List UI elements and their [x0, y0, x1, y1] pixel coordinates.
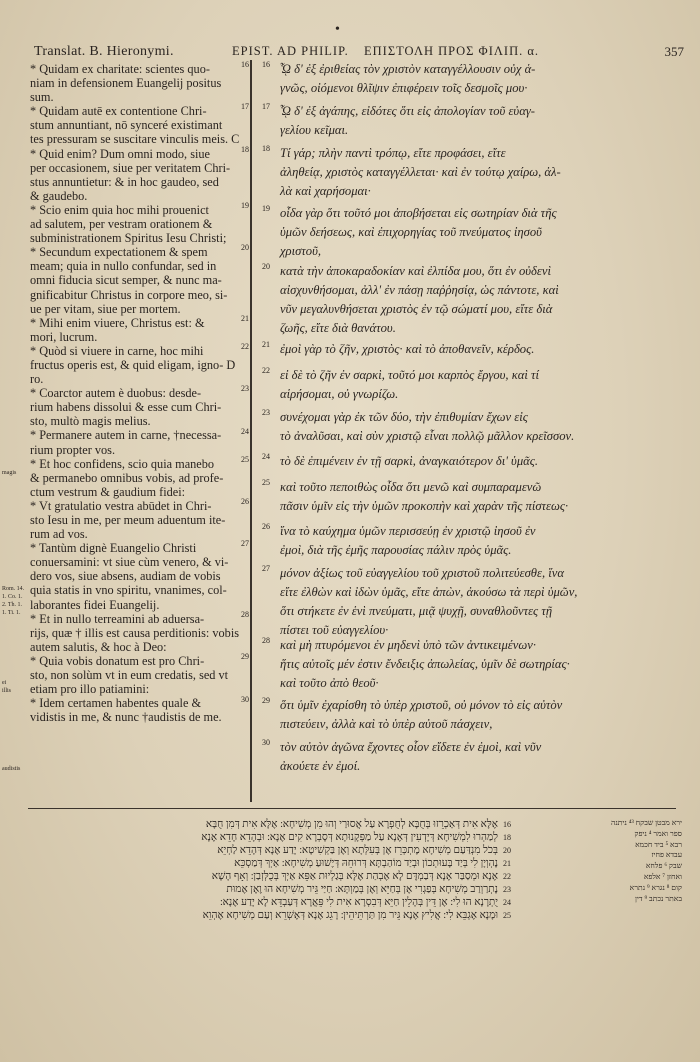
greek-line: συνέχομαι γὰρ ἐκ τῶν δύο, τὴν ἐπιθυμίαν ἔχων εἰς	[280, 410, 528, 424]
hebrew-verse-number: 16	[503, 820, 511, 829]
latin-line: sto Iesu in me, per meum aduentum ite-	[30, 513, 226, 527]
greek-line: ἥτις αὐτοῖς μέν ἐστιν ἔνδειξις ἀπωλείας, ὑμῖν δὲ σωτηρίας·	[280, 657, 570, 671]
greek-line: ἐμοὶ, διὰ τῆς ἐμῆς παρουσίας πάλιν πρὸς ὑμᾶς.	[280, 543, 512, 557]
greek-line: ὅτι στήκετε ἐν ἑνὶ πνεύματι, μιᾷ ψυχῇ, συναθλοῦντες τῇ	[280, 604, 553, 618]
hebrew-note: עבדא פחיז	[651, 850, 682, 860]
latin-line: * Vt gratulatio vestra abūdet in Chri-	[30, 498, 212, 513]
hebrew-note: רבא ⁵ ביד חכמא	[635, 839, 682, 849]
latin-line: * Quia vobis donatum est pro Chri-	[30, 653, 205, 668]
latin-line: * Quidam autē ex contentione Chri-	[30, 104, 207, 119]
greek-verse-number: 26	[262, 522, 270, 531]
greek-line: ὑμῶν δεήσεως, καὶ ἐπιχορηγίας τοῦ πνεύματος ἰησοῦ	[280, 225, 542, 239]
latin-line: omni fiducia sicut semper, & nunc ma-	[30, 273, 222, 288]
greek-line: πᾶσιν ὑμῖν εἰς τὴν ὑμῶν προκοπὴν καὶ χαρὰν τῆς πίστεως·	[280, 499, 569, 513]
latin-line: stus annuntietur: & in hoc gaudeo, sed	[30, 174, 219, 189]
latin-line: ue per vitam, siue per mortem.	[30, 301, 181, 316]
hebrew-line: יֻתְרָנָא הוּ לִי ׃ אֶן דֵּין בְּהָלֵין חַיֵּא דְּבִסְרָא אִית לִי פֵּאֲרָא דְּעַבְדֵּא לָא יָדַע אֶנָא ׃	[220, 897, 498, 908]
greek-line: αἱρήσομαι, οὐ γνωρίζω.	[280, 387, 399, 401]
hebrew-note: קום ⁸ נגרא ⁹ נתרא	[629, 882, 682, 892]
header-middle-title: EPIST. AD PHILIP.	[232, 44, 349, 58]
greek-line: τὸν αὐτὸν ἀγῶνα ἔχοντες οἷον εἴδετε ἐν ἐμοὶ, καὶ νῦν	[280, 740, 542, 754]
latin-line: sum.	[30, 90, 54, 105]
latin-verse-number: 16	[241, 60, 249, 69]
latin-verse-number: 19	[241, 201, 249, 210]
greek-verse	[262, 478, 682, 516]
hebrew-verse-number: 22	[503, 872, 511, 881]
hebrew-note: באתר נכתב ⁹ דין	[635, 893, 682, 903]
greek-line: ζωῆς, εἴτε διὰ θανάτου.	[280, 321, 396, 335]
latin-line: stum annuntiant, nō synceré existimant	[30, 118, 223, 133]
hebrew-verse-number: 18	[503, 833, 511, 842]
greek-line: γνῶς, οἰόμενοι θλῖψιν ἐπιφέρειν τοῖς δεσμοῖς μου·	[280, 81, 528, 95]
latin-line: fructus operis est, & quid eligam, igno- D	[30, 357, 236, 372]
margin-note: 1. Ti. 1.	[2, 610, 21, 616]
greek-verse	[262, 102, 682, 140]
latin-line: * Quid enim? Dum omni modo, siue	[30, 146, 210, 161]
greek-line: αἰσχυνθήσομαι, ἀλλ' ἐν πάσῃ παῤῥησίᾳ, ὡς πάντοτε, καὶ	[280, 283, 559, 297]
greek-verse-number: 20	[262, 262, 270, 271]
hebrew-note: שבק ⁶ פלחא	[645, 861, 682, 871]
greek-verse-number: 22	[262, 366, 270, 375]
column-divider	[250, 60, 252, 802]
greek-line: οἶδα γὰρ ὅτι τοῦτό μοι ἀποβήσεται εἰς σωτηρίαν διὰ τῆς	[280, 206, 557, 220]
greek-verse	[262, 60, 682, 98]
latin-verse-number: 22	[241, 342, 249, 351]
margin-note: 1. Co. 1.	[2, 594, 23, 600]
hebrew-aramaic-text	[28, 818, 498, 922]
greek-verse	[262, 636, 682, 693]
greek-verse-number: 24	[262, 452, 270, 461]
latin-line: tes pressuram se suscitare vinculis meis. C	[30, 132, 240, 147]
greek-line: ἀκούετε ἐν ἐμοί.	[280, 759, 361, 773]
hebrew-line: אֶלָּא אִית דְּאַכְרֵזוּ בְּחֻבָּא לְחֻפְרָא עַל אֲסוּרַי וְהוּ מִן מְשִׁיחָא ׃ אֶלָּא אִית דְּמִן חֻבָּא	[205, 819, 498, 830]
greek-verse-number: 28	[262, 636, 270, 645]
latin-line: subministrationem Spiritus Iesu Christi;	[30, 231, 227, 246]
latin-column	[30, 62, 255, 724]
top-ornament-dot: •	[335, 22, 340, 37]
latin-line: * Et hoc confidens, scio quia manebo	[30, 456, 215, 471]
hebrew-note: ירא מבטן שבקח ⁴³ ניתנה	[610, 818, 682, 827]
greek-line: κατὰ τὴν ἀποκαραδοκίαν καὶ ἐλπίδα μου, ὅτι ἐν οὐδενὶ	[280, 264, 551, 278]
hebrew-verse-number: 25	[503, 911, 511, 920]
latin-line: rium propter vos.	[30, 442, 116, 457]
greek-line: εἴτε ἐλθὼν καὶ ἰδὼν ὑμᾶς, εἴτε ἀπὼν, ἀκούσω τὰ περὶ ὑμῶν,	[280, 585, 578, 599]
latin-line: * Idem certamen habentes quale &	[30, 696, 202, 711]
greek-line: πίστει τοῦ εὐαγγελίου·	[280, 623, 389, 637]
greek-verse	[262, 522, 682, 560]
greek-line: νῦν μεγαλυνθήσεται χριστὸς ἐν τῷ σώματί μου, εἴτε διὰ	[280, 302, 553, 316]
greek-line: ὅτι ὑμῖν ἐχαρίσθη τὸ ὑπὲρ χριστοῦ, οὐ μόνον τὸ εἰς αὐτὸν	[280, 698, 563, 712]
greek-verse	[262, 366, 682, 404]
footnote-rule	[28, 808, 676, 809]
margin-note: 2. Th. 1.	[2, 602, 23, 608]
greek-verse	[262, 696, 682, 734]
latin-line: ctum vestrum & gaudium fidei:	[30, 484, 186, 499]
latin-verse-number: 18	[241, 144, 249, 154]
page-number: 357	[664, 44, 684, 59]
greek-verse-number: 30	[262, 738, 270, 747]
latin-line: meam; quia in nullo confundar, sed in	[30, 259, 217, 274]
greek-verse	[262, 738, 682, 776]
latin-line: * Et in nullo terreamini ab aduersa-	[30, 611, 205, 626]
hebrew-margin-notes	[520, 818, 682, 904]
greek-verse-number: 17	[262, 102, 270, 111]
latin-verse-number: 30	[241, 694, 249, 704]
latin-verse-number: 24	[241, 426, 249, 436]
header-right-greek-title: ΕΠΙΣΤΟΛΗ ΠΡΟΣ ΦΙΛΙΠ. α.	[364, 44, 540, 58]
latin-verse-number: 21	[241, 313, 249, 323]
latin-line: vidistis in me, & nunc †audistis de me.	[30, 710, 222, 725]
hebrew-verse-number: 21	[503, 859, 511, 868]
latin-line: * Mihi enim viuere, Christus est: &	[30, 315, 205, 330]
greek-verse	[262, 452, 682, 471]
greek-line: Τί γάρ; πλὴν παντὶ τρόπῳ, εἴτε προφάσει, εἴτε	[280, 146, 506, 160]
hebrew-verse-numbers	[503, 818, 513, 922]
hebrew-line: וּמָנָא אֶגְבֵּא לִי ׃ אֲלִיץ אֶנָא גֵּיר מִן תַּרְתֵּיהֵין ׃ רָגֵג אֶנָא דְּאֶשְׁרֵא וְעַם מְשִׁיחָא אֶהְוֵא	[202, 910, 498, 921]
greek-verse-number: 27	[262, 564, 270, 573]
greek-line: ἵνα τὸ καύχημα ὑμῶν περισσεύῃ ἐν χριστῷ ἰησοῦ ἐν	[280, 524, 536, 538]
latin-line: sto, non solùm vt in eum credatis, sed vt	[30, 668, 229, 683]
margin-note: Rom. 14.	[2, 586, 25, 592]
greek-line: εἰ δὲ τὸ ζῆν ἐν σαρκὶ, τοῦτό μοι καρπὸς ἔργου, καὶ τί	[280, 368, 540, 382]
latin-line: * Tantùm dignè Euangelio Christi	[30, 541, 197, 556]
greek-line: λὰ καὶ χαρήσομαι·	[280, 184, 371, 198]
greek-line: πιστεύειν, ἀλλὰ καὶ τὸ ὑπὲρ αὐτοῦ πάσχειν,	[280, 717, 493, 731]
margin-note: ei	[2, 680, 7, 686]
hebrew-verse-number: 24	[503, 898, 511, 907]
greek-verse	[262, 262, 682, 338]
latin-line: * Permanere autem in carne, †necessa-	[30, 428, 222, 443]
latin-line: etiam pro illo patiamini:	[30, 682, 150, 697]
latin-verse-number: 17	[241, 102, 249, 112]
greek-line: καὶ μὴ πτυρόμενοι ἐν μηδενὶ ὑπὸ τῶν ἀντικειμένων·	[280, 638, 536, 652]
greek-verse	[262, 564, 682, 640]
hebrew-line: נֶתְרַוְרַב מְשִׁיחָא בְּפַגְרִי אֶן בְּחַיֵּא וְאֶן בְּמַוְתָּא ׃ חַיַּי גֵּיר מְשִׁיחָא הוּ וֶאֶן אֶמוּת	[226, 884, 498, 895]
greek-line: ἀληθείᾳ, χριστὸς καταγγέλλεται· καὶ ἐν τούτῳ χαίρω, ἀλ-	[280, 165, 561, 179]
latin-line: dero vos, siue absens, audiam de vobis	[30, 569, 221, 584]
latin-line: ad salutem, per vestram orationem &	[30, 217, 213, 232]
latin-line: niam in defensionem Euangelij positus	[30, 76, 222, 91]
latin-verse-number: 26	[241, 497, 249, 507]
hebrew-line: נֶהְוְיָן לִי בְּיַד בָּעוּתְכוֹן וּבְיַד מוֹהַבְתָּא דְּרוּחֵהּ דְּיֶשׁוּעַ מְשִׁיחָא ׃ אַיְךְ דְּמַסְכֵּא	[234, 858, 498, 869]
latin-line: rum ad vos.	[30, 527, 88, 542]
latin-line: * Scio enim quia hoc mihi prouenict	[30, 202, 209, 217]
latin-line: mori, lucrum.	[30, 329, 98, 344]
greek-verse-number: 21	[262, 340, 270, 349]
latin-line: gnificabitur Christus in corpore meo, si-	[30, 287, 228, 302]
latin-verse-number: 29	[241, 652, 249, 662]
margin-note: audistis	[2, 766, 21, 772]
greek-line: χριστοῦ,	[280, 244, 322, 258]
hebrew-note: ואחזן ⁷ אלפא	[643, 871, 682, 881]
latin-line: ro.	[30, 372, 44, 387]
greek-verse-number: 29	[262, 696, 270, 705]
greek-verse-number: 16	[262, 60, 270, 69]
greek-verse	[262, 144, 682, 201]
latin-line: conuersamini: vt siue cùm venero, & vi-	[30, 555, 229, 570]
greek-verse	[262, 408, 682, 446]
latin-line: * Quòd si viuere in carne, hoc mihi	[30, 343, 204, 358]
latin-line: laborantes fidei Euangelij.	[30, 597, 160, 612]
greek-line: ᾯ δ' ἐξ ἀγάπης, εἰδότες ὅτι εἰς ἀπολογίαν τοῦ εὐαγ-	[280, 104, 535, 118]
greek-line: γελίου κεῖμαι.	[280, 123, 349, 137]
latin-line: * Secundum expectationem & spem	[30, 245, 208, 260]
greek-verse	[262, 204, 682, 261]
margin-note: illis	[2, 688, 12, 694]
greek-verse-number: 19	[262, 204, 270, 213]
hebrew-verse-number: 23	[503, 885, 511, 894]
greek-verse	[262, 340, 682, 359]
latin-line: per occasionem, siue per veritatem Chri-	[30, 160, 231, 175]
greek-line: μόνον ἀξίως τοῦ εὐαγγελίου τοῦ χριστοῦ πολιτεύεσθε, ἵνα	[280, 566, 564, 580]
hebrew-verse-number: 20	[503, 846, 511, 855]
greek-line: τὸ ἀναλῦσαι, καὶ σὺν χριστῷ εἶναι πολλῷ μᾶλλον κρεῖσσον.	[280, 429, 575, 443]
greek-line: τὸ δὲ ἐπιμένειν ἐν τῇ σαρκὶ, ἀναγκαιότερον δι' ὑμᾶς.	[280, 454, 539, 468]
latin-line: rium habens dissolui & esse cum Chri-	[30, 400, 222, 415]
greek-line: καὶ τοῦτο ἀπὸ θεοῦ·	[280, 676, 379, 690]
latin-verse-number: 25	[241, 454, 249, 464]
greek-verse-number: 23	[262, 408, 270, 417]
hebrew-line: בְּכֹל מִנְדַּעַם מְשִׁיחָא מֶתְכְּרֵז אֶן בְּעִלְּתָא וְאֶן בַּקְשִׁיטָא ׃ יָדַע אֶנָא דְּהָדֵא לַחְיֵא	[217, 845, 498, 856]
latin-verse-number: 23	[241, 384, 249, 394]
latin-line: quia statis in vno spiritu, vnanimes, col-	[30, 583, 227, 598]
latin-line: * Quidam ex charitate: scientes quo-	[30, 62, 210, 76]
header-left-title: Translat. B. Hieronymi.	[34, 44, 174, 59]
latin-verse-number: 20	[241, 243, 249, 253]
hebrew-note: ספר ואמר ⁴ ניפק	[634, 828, 682, 838]
latin-line: & permanebo omnibus vobis, ad profe-	[30, 470, 224, 485]
latin-line: * Coarctor autem è duobus: desde-	[30, 386, 202, 401]
latin-line: autem salutis, & hoc à Deo:	[30, 639, 167, 654]
latin-line: sto, multò magis melius.	[30, 414, 151, 429]
latin-line: & gaudebo.	[30, 188, 88, 203]
greek-verse-number: 25	[262, 478, 270, 487]
margin-note: magis	[2, 470, 17, 476]
latin-line: rijs, quæ † illis est causa perditionis: vobis	[30, 625, 240, 640]
greek-line: ἐμοὶ γὰρ τὸ ζῆν, χριστὸς· καὶ τὸ ἀποθανεῖν, κέρδος.	[280, 342, 535, 356]
latin-verse-number: 27	[241, 539, 249, 549]
greek-line: καὶ τοῦτο πεποιθὼς οἶδα ὅτι μενῶ καὶ συμπαραμενῶ	[280, 480, 542, 494]
hebrew-line: אֶנָא וּמְסַבַּר אֶנָא דְּבַמְדֶּם לָא אֶבְהַת אֶלָּא בְּגַלְיוּת אַפֵּא אַיְךְ בְּכֻלְּזְבַן ׃ וְאָף הָשָׁא	[211, 871, 498, 882]
hebrew-line: לְמַהְרוּ לִמְשִׁיחָא דְּיָדְעִין דְּאֶנָא עַל מַפְּקָנוּתָא דְּסָבְרָא קִים אֶנָא ׃ וּבְהָדֵא חָדֵא אֶנָא	[201, 832, 498, 843]
latin-verse-number: 28	[241, 609, 249, 619]
greek-verse-number: 18	[262, 144, 270, 153]
greek-line: ᾯ δ' ἐξ ἐριθείας τὸν χριστὸν καταγγέλλουσιν οὐχ ἁ-	[280, 62, 536, 76]
